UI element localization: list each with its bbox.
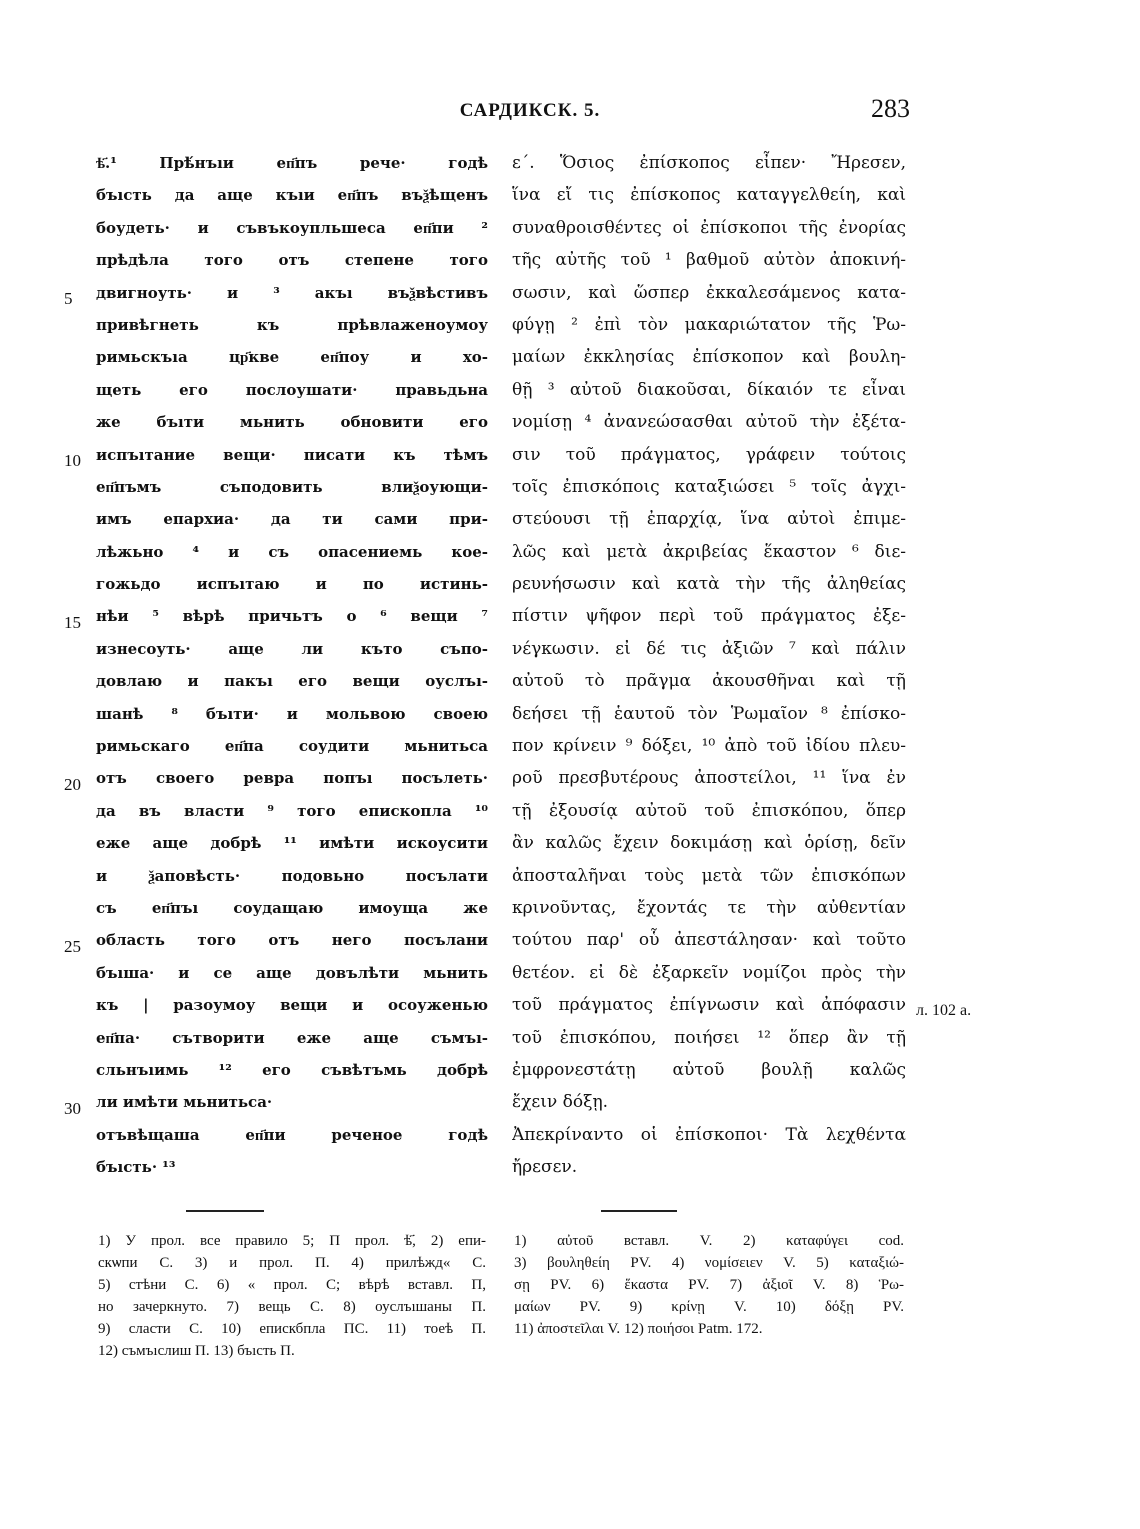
footnote-line: 3) βουληθείη PV. 4) νομίσειεν V. 5) καταξιώ-	[514, 1255, 904, 1271]
text-line: и ѯаповѣсть· подовьно посълати	[96, 866, 488, 885]
text-line: μαίων ἐκκλησίας ἐπίσκοπον καὶ βουλη-	[512, 347, 906, 368]
text-line: нѣи ⁵ вѣрѣ причьтъ о ⁶ вещи ⁷	[96, 607, 488, 626]
text-line: λῶς καὶ μετὰ ἀκριβείας ἕκαστον ⁶ διε-	[512, 541, 906, 562]
footnote-line: 11) ἀποστεῖλαι V. 12) ποιήσοι Patm. 172.	[514, 1321, 763, 1337]
text-line: щеть его послоушати· правьдьна	[96, 380, 488, 399]
text-line: ἂν καλῶς ἔχειν δοκιμάσῃ καὶ ὁρίσῃ, δεῖν	[512, 833, 906, 854]
text-line: испъıтание вещи· писати къ тѣмъ	[96, 445, 488, 464]
text-line: τῆς αὐτῆς τοῦ ¹ βαθμοῦ αὐτὸν ἀποκινή-	[512, 250, 906, 271]
footnotes-right	[514, 1230, 904, 1340]
text-line: νομίσῃ ⁴ ἀνανεώσασθαι αὐτοῦ τὴν ἐξέτα-	[512, 412, 906, 433]
footnotes-left	[98, 1230, 486, 1362]
text-line: φύγῃ ² ἐπὶ τὸν μακαριώτατον τῆς Ῥω-	[512, 314, 906, 335]
line-number-20: 20	[64, 775, 81, 794]
text-line: боудеть· и съвъкоупльшеса еп҃пи ²	[96, 218, 488, 237]
text-line: бъıша· и се аще довълѣти мьнить	[96, 963, 488, 982]
text-line: νέγκωσιν. εἰ δέ τις ἀξιῶν ⁷ καὶ πάλιν	[512, 638, 906, 659]
text-line: θῇ ³ αὐτοῦ διακοῦσαι, δίκαιόν τε εἶναι	[512, 379, 906, 400]
text-line: ἀποσταλῆναι τοὺς μετὰ τῶν ἐπισκόπων	[512, 865, 906, 886]
text-line: ἵνα εἴ τις ἐπίσκοπος καταγγελθείη, καὶ	[512, 185, 906, 206]
text-line: ε΄. Ὅσιος ἐπίσκοπος εἶπεν· Ἤρεσεν,	[512, 153, 906, 173]
footnote-line: 1) αὐτοῦ вставл. V. 2) καταφύγει cod.	[514, 1233, 904, 1249]
line-number-10: 10	[64, 451, 81, 470]
text-line: еже аще добрѣ ¹¹ имѣти искоусити	[96, 834, 488, 853]
text-line: римьскаго еп҃па соудити мьнитьса	[96, 737, 488, 756]
footnote-line: скѡпи С. 3) и прол. П. 4) прилѣжд« С.	[98, 1255, 486, 1271]
text-line: ρευνήσωσιν καὶ κατὰ τὴν τῆς ἀληθείας	[512, 574, 906, 595]
text-line: двигноуть· и ³ акъı въѯвѣстивъ	[96, 283, 488, 302]
line-number-30: 30	[64, 1099, 81, 1118]
text-line: да въ власти ⁹ того епископла ¹⁰	[96, 801, 488, 820]
footnote-line: μαίων PV. 9) κρίνῃ V. 10) δόξῃ PV.	[514, 1299, 904, 1315]
page-number: 283	[871, 94, 910, 123]
text-line: κρινοῦντας, ἔχοντάς τε τὴν αὐθεντίαν	[512, 897, 906, 918]
slavonic-column	[96, 147, 488, 1184]
text-line: τοῖς ἐπισκόποις καταξιώσει ⁵ τοῖς ἀγχι-	[512, 476, 906, 497]
text-line: συναθροισθέντες οἱ ἐπίσκοποι τῆς ἐνορίας	[512, 217, 906, 238]
text-line: привѣгнеть къ прѣвлаженоумоу	[96, 315, 488, 334]
text-line: бъıсть· ¹³	[96, 1158, 176, 1177]
greek-column	[512, 147, 906, 1184]
footnote-rule-right	[601, 1210, 677, 1212]
text-line: αὐτοῦ τὸ πρᾶγμα ἀκουσθῆναι καὶ τῇ	[512, 671, 906, 692]
text-line: шанѣ ⁸ бъıти· и мольвою своею	[96, 704, 488, 723]
text-line: θετέον. εἰ δὲ ἐξαρκεῖν νομίζοι πρὸς τὴν	[512, 962, 906, 983]
text-line: сльнъıимь ¹² его съвѣтъмь добрѣ	[96, 1060, 488, 1079]
text-line: πον κρίνειν ⁹ δόξει, ¹⁰ ἀπὸ τοῦ ἰδίου πλευ-	[512, 736, 906, 757]
text-line: лѣжьно ⁴ и съ опасениемь кое-	[96, 542, 488, 561]
text-line: отъвѣщаша еп҃пи реченое годѣ	[96, 1125, 488, 1144]
text-line: прѣдѣла того отъ степене того	[96, 251, 488, 270]
text-line: ἔχειν δόξῃ.	[512, 1092, 609, 1113]
line-number-25: 25	[64, 937, 81, 956]
text-line: τῇ ἐξουσίᾳ αὐτοῦ τοῦ ἐπισκόπου, ὅπερ	[512, 800, 906, 821]
text-line: къ | разоумоу вещи и осоуженью	[96, 996, 488, 1015]
text-line: τούτου παρ' οὗ ἀπεστάλησαν· καὶ τοῦτο	[512, 930, 906, 951]
text-line: область того отъ него посълани	[96, 931, 488, 950]
text-line: ли имѣти мьнитьса·	[96, 1093, 273, 1112]
text-line: отъ своего ревра попъı посълеть·	[96, 769, 488, 788]
text-line: σωσιν, καὶ ὥσπερ ἐκκαλεσάμενος κατα-	[512, 282, 906, 303]
margin-note: л. 102 а.	[916, 1002, 972, 1019]
text-line: римьскъıа цр҃кве еп҃поу и хо-	[96, 348, 488, 367]
footnote-line: σῃ PV. 6) ἕκαστα PV. 7) ἀξιοῖ V. 8) Ῥω-	[514, 1277, 904, 1293]
text-line: имъ епархиа· да ти сами при-	[96, 510, 488, 529]
text-line: довлаю и пакъı его вещи оуслъı-	[96, 672, 488, 691]
text-line: еп҃пъмъ съподовить влиѯоующи-	[96, 477, 488, 496]
footnote-line: 9) сласти С. 10) епискбпла ПС. 11) тоеѣ П.	[98, 1321, 486, 1337]
footnote-rule-left	[186, 1210, 264, 1212]
text-line: τοῦ πράγματος ἐπίγνωσιν καὶ ἀπόφασιν	[512, 995, 906, 1016]
text-line: στεύουσι τῇ ἐπαρχίᾳ, ἵνα αὐτοὶ ἐπιμε-	[512, 509, 906, 530]
text-line: гожьдо испъıтаю и по истинь-	[96, 575, 488, 594]
running-title: САРДИКСК. 5.	[459, 100, 601, 121]
line-number-5: 5	[64, 289, 73, 308]
footnote-line: но зачеркнуто. 7) вещь С. 8) оуслъıшаны П.	[98, 1299, 486, 1315]
footnote-line: 12) съмъıслиш П. 13) бъıсть П.	[98, 1343, 295, 1359]
text-line: τοῦ ἐπισκόπου, ποιήσει ¹² ὅπερ ἂν τῇ	[512, 1027, 906, 1048]
footnote-line: 5) стѣни С. 6) « прол. С; вѣрѣ вставл. П,	[98, 1277, 486, 1293]
text-line: ѣ҃.¹ Прѣ́нъıи еп҃пъ рече· годѣ	[96, 154, 488, 172]
text-line: πίστιν ψῆφον περὶ τοῦ πράγματος ἐξε-	[512, 606, 906, 627]
text-line: δεήσει τῇ ἑαυτοῦ τὸν Ῥωμαῖον ⁸ ἐπίσκο-	[512, 703, 906, 724]
line-number-15: 15	[64, 613, 81, 632]
text-line: съ еп҃пъı соудащаю имоуща же	[96, 898, 488, 917]
text-line: еп҃па· сътворити еже аще съмъı-	[96, 1028, 488, 1047]
text-line: σιν τοῦ πράγματος, γράφειν τούτοις	[512, 444, 906, 465]
text-line: ροῦ πρεσβυτέρους ἀποστείλοι, ¹¹ ἵνα ἐν	[512, 768, 906, 789]
text-line: изнесоуть· аще ли къто съпо-	[96, 639, 488, 658]
text-line: же бъıти мьнить обновити его	[96, 413, 488, 432]
text-line: ἐμφρονεστάτῃ αὐτοῦ βουλῇ καλῶς	[512, 1059, 906, 1080]
text-line: Ἀπεκρίναντο οἱ ἐπίσκοποι· Τὰ λεχθέντα	[512, 1124, 906, 1145]
footnote-line: 1) У прол. все правило 5; П прол. ѣ҃, 2) епи-	[98, 1233, 486, 1249]
text-line: бъıсть да аще къıи еп҃пъ въѯѣщенъ	[96, 186, 488, 205]
text-line: ἤρεσεν.	[512, 1157, 578, 1178]
